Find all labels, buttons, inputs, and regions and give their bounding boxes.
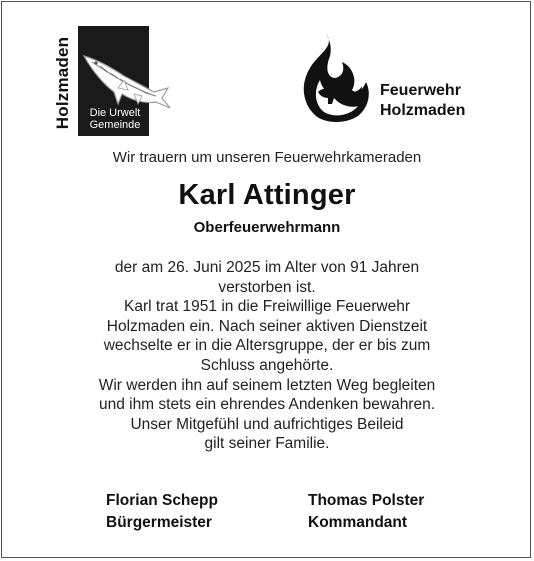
signature-name: Florian Schepp <box>106 492 218 509</box>
body-line: Unser Mitgefühl und aufrichtiges Beileid <box>130 415 404 433</box>
signature-title: Bürgermeister <box>106 514 212 531</box>
intro-line: Wir trauern um unseren Feuerwehrkameraden <box>112 149 422 166</box>
flame-lion-icon <box>296 32 376 124</box>
municipality-tagline: Die Urwelt Gemeinde <box>89 107 141 131</box>
ichthyosaur-icon <box>78 48 174 112</box>
body-line: Schluss angehörte. <box>200 356 334 374</box>
body-line: verstorben ist. <box>218 278 316 296</box>
signature-name: Thomas Polster <box>308 492 425 509</box>
body-line: der am 26. Juni 2025 im Alter von 91 Jahren <box>114 259 420 276</box>
fire-department-name: Feuerwehr Holzmaden <box>380 82 466 119</box>
body-line: wechselte er in die Altersgruppe, der er bis zum <box>103 337 431 355</box>
deceased-name: Karl Attinger <box>178 179 356 211</box>
body-line: und ihm stets ein ehrendes Andenken bewahren. <box>98 396 436 414</box>
signature-mayor <box>106 490 218 534</box>
deceased-rank: Oberfeuerwehrmann <box>193 219 341 236</box>
municipality-name: Holzmaden <box>53 36 73 130</box>
body-line: Karl trat 1951 in die Freiwillige Feuerwehr <box>123 298 411 316</box>
signature-title: Kommandant <box>308 514 408 531</box>
notice-body <box>0 258 534 454</box>
body-line: gilt seiner Familie. <box>204 435 330 453</box>
signature-commander <box>308 490 424 534</box>
body-line: Holzmaden ein. Nach seiner aktiven Dienstzeit <box>106 317 428 335</box>
body-line: Wir werden ihn auf seinem letzten Weg begleiten <box>98 376 436 394</box>
